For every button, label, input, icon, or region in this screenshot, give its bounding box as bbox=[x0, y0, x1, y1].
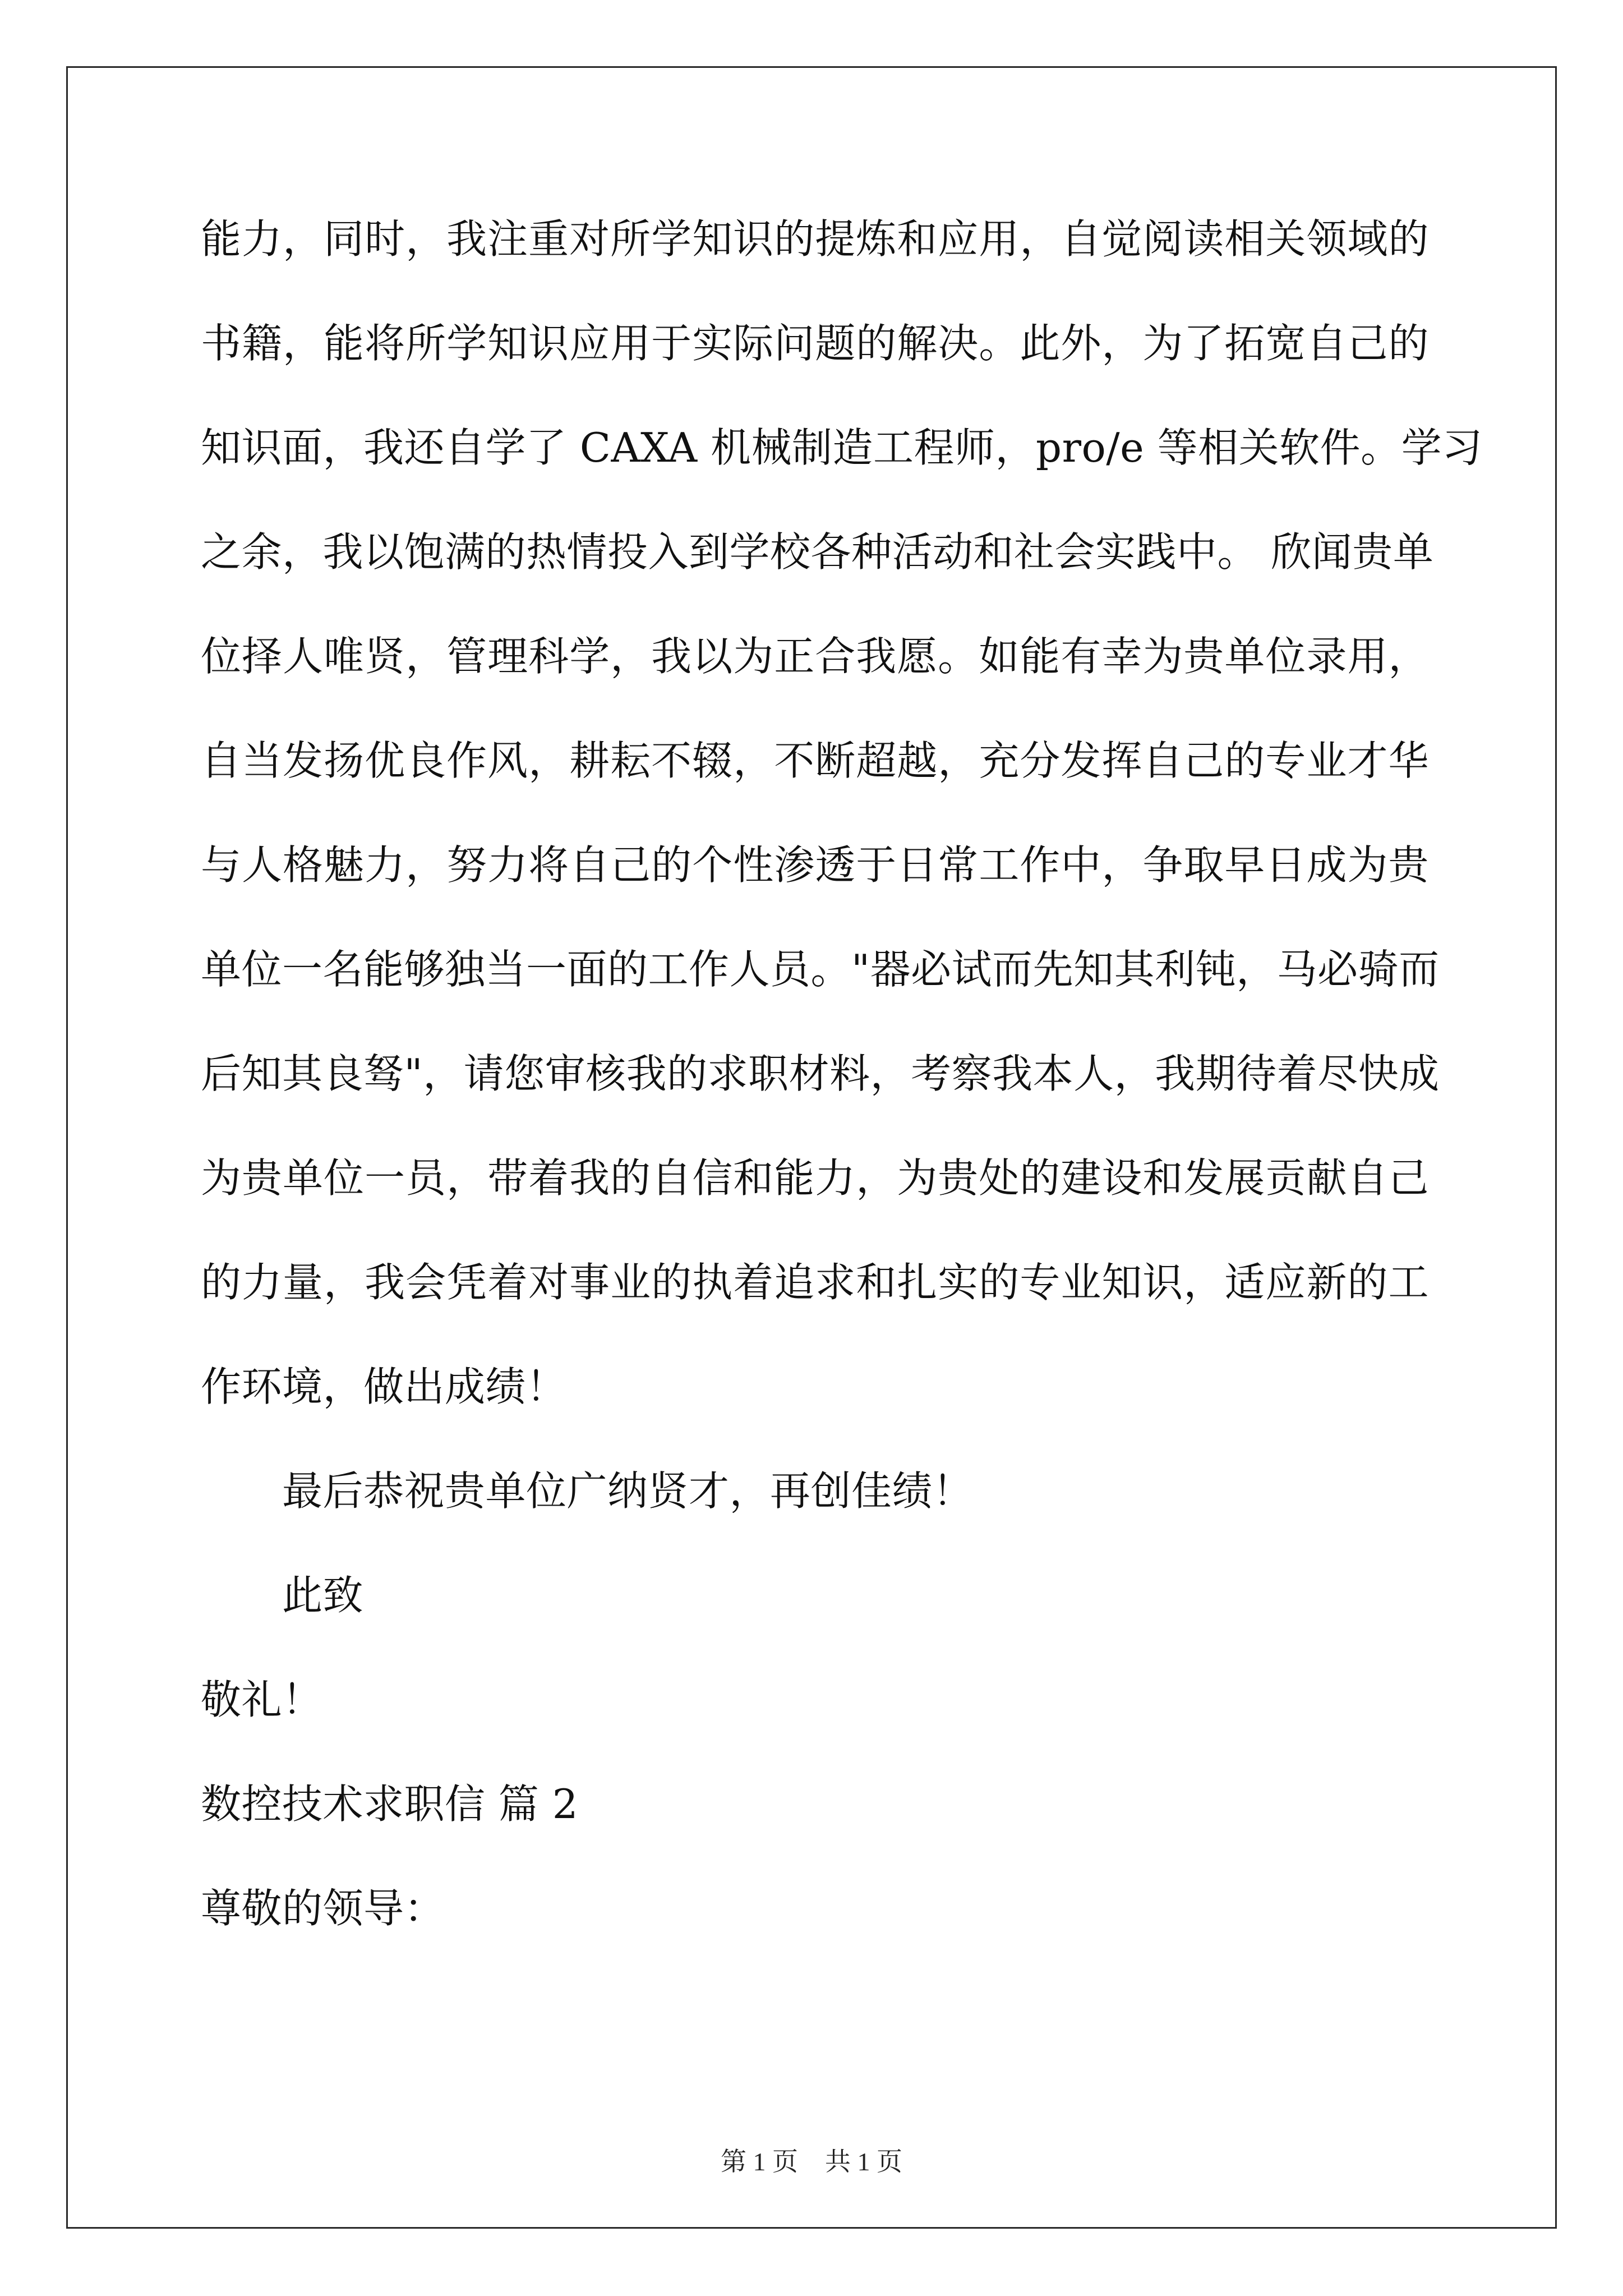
paragraph-line: 之余，我以饱满的热情投入到学校各种活动和社会实践中。 欣闻贵单 bbox=[201, 528, 1434, 576]
salutation-ci-zhi: 此致 bbox=[282, 1572, 364, 1619]
paragraph-line: 书籍，能将所学知识应用于实际问题的解决。此外，为了拓宽自己的 bbox=[201, 320, 1429, 367]
page-number: 第 1 页 bbox=[721, 2147, 798, 2176]
paragraph-line: 自当发扬优良作风，耕耘不辍，不断超越，充分发挥自己的专业才华 bbox=[201, 737, 1429, 784]
paragraph-line: 能力，同时，我注重对所学知识的提炼和应用，自觉阅读相关领域的 bbox=[201, 215, 1429, 263]
salutation-jing-li: 敬礼！ bbox=[201, 1676, 323, 1723]
paragraph-line: 与人格魅力，努力将自己的个性渗透于日常工作中，争取早日成为贵 bbox=[201, 841, 1429, 889]
page-total: 共 1 页 bbox=[825, 2147, 902, 2176]
paragraph-line: 知识面，我还自学了 CAXA 机械制造工程师，pro/e 等相关软件。学习 bbox=[201, 424, 1483, 471]
paragraph-line: 位择人唯贤，管理科学，我以为正合我愿。如能有幸为贵单位录用， bbox=[201, 633, 1429, 680]
closing-wish: 最后恭祝贵单位广纳贤才，再创佳绩！ bbox=[282, 1467, 974, 1515]
page-footer bbox=[0, 2141, 1623, 2178]
paragraph-line: 单位一名能够独当一面的工作人员。"器必试而先知其利钝，马必骑而 bbox=[201, 946, 1440, 993]
section-title: 数控技术求职信 篇 2 bbox=[201, 1780, 579, 1828]
paragraph-line-last: 作环境，做出成绩！ bbox=[201, 1363, 567, 1410]
paragraph-line: 的力量，我会凭着对事业的执着追求和扎实的专业知识，适应新的工 bbox=[201, 1259, 1429, 1306]
paragraph-line: 为贵单位一员，带着我的自信和能力，为贵处的建设和发展贡献自己 bbox=[201, 1154, 1429, 1202]
paragraph-line: 后知其良驽"，请您审核我的求职材料，考察我本人，我期待着尽快成 bbox=[201, 1050, 1440, 1097]
greeting: 尊敬的领导： bbox=[201, 1885, 445, 1932]
